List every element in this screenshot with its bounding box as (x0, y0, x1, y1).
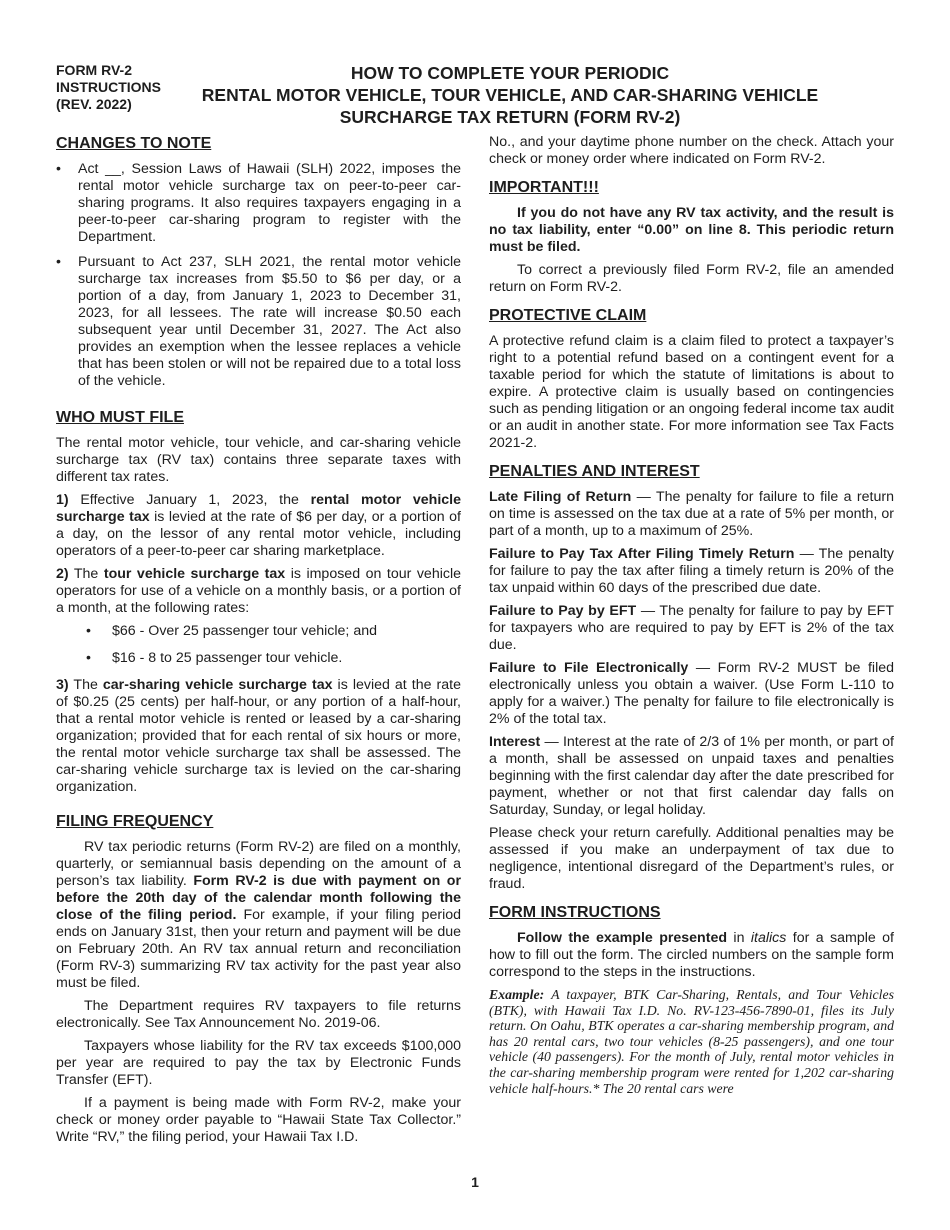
rate-item (56, 650, 461, 667)
penalties-closing: Please check your return carefully. Additional penalties may be assessed if you make an underpayment of tax due to negligence, intentional disregard of the Department’s rules, or fraud. (489, 825, 894, 892)
filing-frequency-heading: FILING FREQUENCY (56, 813, 214, 830)
who-item-1 (56, 492, 461, 560)
form-identifier (56, 62, 161, 113)
bullet-icon: • (56, 254, 61, 270)
penalty-term: Failure to Pay by EFT (489, 603, 637, 619)
penalty-text: — Interest at the rate of 2/3 of 1% per month, or part of a month, shall be assessed on unpaid taxes and penalties beginning with the first calendar day after the date prescribed for payment, whether or not that first calendar day falls on Saturday, Sunday, or legal holiday. (489, 734, 894, 818)
filing-paragraph (56, 839, 461, 992)
example-text: A taxpayer, BTK Car-Sharing, Rentals, and Tour Vehicles (BTK), with Hawaii Tax I.D. No. RV-123-456-7890-01, files its July return. On Oahu, BTK operates a car-sharing membership program, and has 20 rental cars, two tour vehicles (8-25 passengers), and one tour vehicle (40 passengers). For the month of July, rental motor vehicles in the car-sharing membership program were rented for 1,202 car-sharing vehicle half-hours.* The 20 rental cars were (489, 987, 894, 1096)
who-item-text: The (68, 566, 104, 582)
important-text: If you do not have any RV tax activity, and the result is no tax liability, enter “0.00” on line 8. This periodic return must be filed. (489, 205, 894, 255)
rate-item (56, 623, 461, 640)
bullet-icon: • (56, 161, 61, 177)
filing-due-date: Form RV-2 is due with payment on or before the 20th day of the calendar month following the close of the filing period. (56, 873, 461, 923)
who-item-2 (56, 566, 461, 617)
title-line: RENTAL MOTOR VEHICLE, TOUR VEHICLE, AND CAR-SHARING VEHICLE (201, 85, 819, 105)
filing-text: RV tax periodic returns (Form RV-2) are filed on a monthly, quarterly, or semiannual basis depending on the amount of a person’s tax liability. (56, 839, 461, 889)
who-item-term: tour vehicle surcharge tax (103, 566, 286, 582)
penalty-item (489, 489, 894, 540)
filing-paragraph: If a payment is being made with Form RV-2, make your check or money order payable to “Hawaii State Tax Collector.” Write “RV,” the filing period, your Hawaii Tax I.D. (56, 1095, 461, 1145)
who-item-3 (56, 677, 461, 796)
right-column (489, 134, 894, 1102)
filing-paragraph-continued: No., and your daytime phone number on the check. Attach your check or money order where indicated on Form RV-2. (489, 134, 894, 167)
penalty-item (489, 734, 894, 819)
who-intro: The rental motor vehicle, tour vehicle, and car-sharing vehicle surcharge tax (RV tax) contains three separate taxes with different tax rates. (56, 435, 461, 485)
form-id-line: INSTRUCTIONS (56, 79, 161, 95)
penalty-text: — The penalty for failure to pay the tax after filing a timely return is 20% of the tax unpaid within 60 days of the prescribed due date. (489, 546, 895, 596)
example-label: Example: (489, 987, 545, 1002)
document-title (170, 62, 850, 128)
penalty-item (489, 660, 894, 728)
changes-item (56, 254, 461, 390)
penalty-item (489, 603, 894, 654)
instructions-bold: Follow the example presented (517, 930, 728, 946)
protective-claim-text: A protective refund claim is a claim filed to protect a taxpayer’s right to a potential refund based on a contingent event for a taxable period for which the statute of limitations is about to expire. A protective claim is usually based on contingencies such as pending litigation or an ongoing federal income tax audit or an audit in another state. For more information see Tax Facts 2021-2. (489, 333, 894, 451)
item-number: 1) (56, 492, 69, 508)
changes-item-text: Pursuant to Act 237, SLH 2021, the rental motor vehicle surcharge tax increases from $5.50 to $6 per day, or a portion of a day, from January 1, 2023 to December 31, 2023, for all lessees. The rate will increase $0.50 each subsequent year until December 31, 2027. The Act also provides an exemption when the lessee replaces a vehicle that has been stolen or will not be repaired due to a total loss of the vehicle. (78, 254, 461, 389)
instructions-text: for a sample of how to fill out the form. The circled numbers on the sample form correspond to the steps in the instructions. (489, 930, 894, 980)
who-item-text: is levied at the rate of $0.25 (25 cents) per half-hour, or any portion of a half-hour, that a rental motor vehicle is rented or leased by a car-sharing organization; provided that for each rental of six hours or more, the rental motor vehicle surcharge tax shall be assessed. The car-sharing vehicle surcharge tax is levied on the car-sharing organization. (56, 677, 461, 795)
filing-paragraph: The Department requires RV taxpayers to file returns electronically. See Tax Announcement No. 2019-06. (56, 998, 461, 1031)
item-number: 3) (56, 677, 69, 693)
rate-text: $66 - Over 25 passenger tour vehicle; and (112, 623, 377, 639)
page-number: 1 (471, 1174, 479, 1190)
important-heading: IMPORTANT!!! (489, 179, 599, 196)
instructions-intro (489, 930, 894, 981)
protective-claim-heading: PROTECTIVE CLAIM (489, 307, 647, 324)
filing-text: For example, if your filing period ends on January 31st, then your return and payment will be due on February 20th. An RV tax annual return and reconciliation (Form RV-3) summarizing RV tax activity for the past year also must be filed. (56, 907, 461, 991)
penalty-item (489, 546, 894, 597)
penalty-term: Interest (489, 734, 541, 750)
penalty-text: — Form RV-2 MUST be filed electronically unless you obtain a waiver. (Use Form L-110 to apply for a waiver.) The penalty for failure to file electronically is 2% of the total tax. (489, 660, 895, 727)
amended-return-note: To correct a previously filed Form RV-2, file an amended return on Form RV-2. (489, 262, 894, 295)
form-id-line: FORM RV-2 (56, 62, 132, 78)
title-line: SURCHARGE TAX RETURN (FORM RV-2) (339, 107, 681, 127)
title-line: HOW TO COMPLETE YOUR PERIODIC (350, 63, 670, 83)
who-item-term: rental motor vehicle surcharge tax (56, 492, 461, 525)
instructions-italic: italics (750, 930, 787, 946)
changes-item-text: Act __, Session Laws of Hawaii (SLH) 2022, imposes the rental motor vehicle surcharge tax on peer-to-peer car-sharing programs. It also requires taxpayers engaging in a peer-to-peer car-sharing program to register with the Department. (78, 161, 461, 245)
penalty-text: — The penalty for failure to file a return on time is assessed on the tax due at a rate of 5% per month, or part of a month, up to a maximum of 25%. (489, 489, 894, 539)
changes-list (56, 161, 461, 390)
changes-heading: CHANGES TO NOTE (56, 135, 212, 152)
who-item-text: is levied at the rate of $6 per day, or a portion of a day, on the lessor of any rental motor vehicle, including operators of a peer-to-peer car sharing marketplace. (56, 509, 461, 559)
form-instructions-heading: FORM INSTRUCTIONS (489, 904, 661, 921)
form-id-line: (REV. 2022) (56, 96, 132, 112)
instructions-text: in (727, 930, 751, 946)
who-must-file-heading: WHO MUST FILE (56, 409, 184, 426)
who-item-text: is imposed on tour vehicle operators for use of a vehicle on a monthly basis, or a portion of a month, at the following rates: (56, 566, 462, 616)
penalty-term: Failure to Pay Tax After Filing Timely Return (489, 546, 795, 562)
bullet-icon: • (86, 650, 91, 666)
penalty-text: — The penalty for failure to pay by EFT for taxpayers who are required to pay by EFT is 2% of the tax due. (489, 603, 894, 653)
left-column (56, 134, 461, 1152)
who-item-text: The (68, 677, 103, 693)
penalties-heading: PENALTIES AND INTEREST (489, 463, 700, 480)
item-number: 2) (56, 566, 69, 582)
who-item-text: Effective January 1, 2023, the (68, 492, 311, 508)
penalty-term: Failure to File Electronically (489, 660, 689, 676)
important-notice (489, 205, 894, 256)
who-item-term: car-sharing vehicle surcharge tax (102, 677, 333, 693)
filing-paragraph: Taxpayers whose liability for the RV tax exceeds $100,000 per year are required to pay the tax by Electronic Funds Transfer (EFT). (56, 1038, 461, 1088)
changes-item (56, 161, 461, 246)
example-paragraph (489, 987, 894, 1096)
bullet-icon: • (86, 623, 91, 639)
penalty-term: Late Filing of Return (489, 489, 632, 505)
rate-text: $16 - 8 to 25 passenger tour vehicle. (112, 650, 343, 666)
